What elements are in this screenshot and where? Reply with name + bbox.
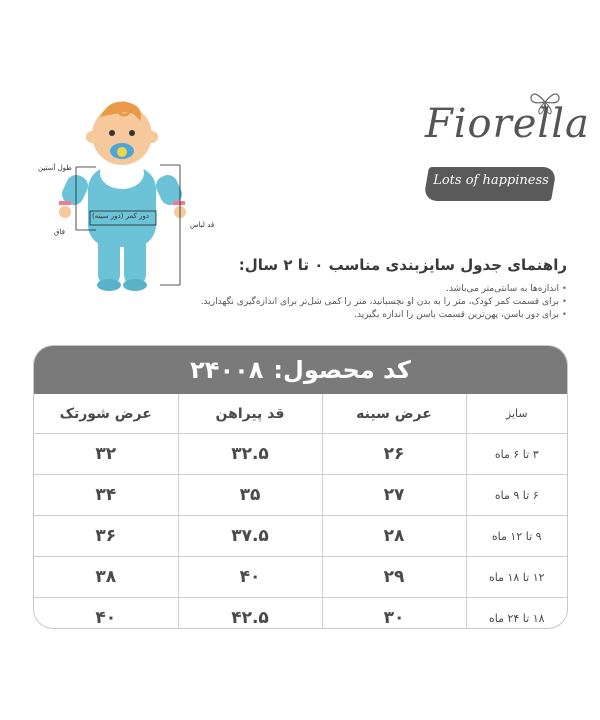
cell-shirt-length: ۳۵ — [178, 475, 322, 516]
cell-size: ۱۲ تا ۱۸ ماه — [466, 557, 567, 598]
note-item: • برای قسمت کمر کودک، متر را به بدن او نچسبانید، متر را کمی شل‌تر برای اندازه‌گیری نگهدارید. — [127, 296, 567, 309]
cell-shorts-width: ۴۰ — [95, 608, 117, 628]
brand-tagline: Lots of happiness — [433, 173, 549, 188]
size-guide-notes — [127, 283, 567, 322]
garment-length-label: قد لباس — [190, 221, 215, 229]
cell-chest-width: ۲۷ — [322, 475, 466, 516]
table-row — [34, 516, 567, 557]
note-item: • اندازه‌ها به سانتی‌متر می‌باشد. — [127, 283, 567, 296]
cell-size: ۶ تا ۹ ماه — [466, 475, 567, 516]
sleeve-length-label: طول آستین — [38, 164, 72, 172]
product-code-label: کد محصول: — [273, 356, 411, 384]
crotch-label: فاق — [54, 228, 65, 236]
cell-shorts-width: ۳۸ — [34, 557, 178, 598]
cell-chest-width: ۲۸ — [322, 516, 466, 557]
cell-chest-width: ۲۶ — [322, 434, 466, 475]
table-header-row — [34, 394, 567, 434]
note-item: • برای دور باسن، پهن‌ترین قسمت باسن را اندازه بگیرید. — [127, 309, 567, 322]
cell-shorts-width: ۳۴ — [34, 475, 178, 516]
cell-shirt-length: ۴۲.۵ — [178, 598, 322, 630]
baby-figure-icon — [40, 95, 200, 305]
size-guide-title: راهنمای جدول سایزبندی مناسب ۰ تا ۲ سال: — [238, 256, 567, 274]
baby-measurement-illustration — [38, 95, 215, 305]
waist-chest-label: دور کمر (دور سینه) — [92, 212, 149, 220]
header-size: سایز — [466, 394, 567, 434]
brand-logo — [410, 95, 590, 215]
cell-size: ۱۸ تا ۲۴ ماه — [466, 598, 567, 630]
product-code-value: ۲۴۰۰۸ — [190, 356, 264, 384]
table-row — [34, 557, 567, 598]
table-row — [34, 434, 567, 475]
header-shirt-length: قد پیراهن — [178, 394, 322, 434]
cell-shorts-width: ۳۲ — [34, 434, 178, 475]
cell-size: ۳ تا ۶ ماه — [466, 434, 567, 475]
cell-shirt-length: ۳۷.۵ — [178, 516, 322, 557]
cell-shirt-length: ۴۰ — [178, 557, 322, 598]
size-table — [34, 394, 567, 629]
cell-chest-width: ۲۹ — [322, 557, 466, 598]
table-row — [34, 475, 567, 516]
table-row — [34, 598, 567, 630]
cell-shorts-width: ۳۶ — [34, 516, 178, 557]
cell-chest-width: ۳۰ — [322, 598, 466, 630]
brand-name: Fiorella — [425, 101, 590, 147]
header-chest-width: عرض سینه — [322, 394, 466, 434]
size-table-card — [33, 345, 568, 629]
cell-shirt-length: ۳۲.۵ — [178, 434, 322, 475]
header-shorts-width: عرض شورتک — [34, 394, 178, 434]
cell-size: ۹ تا ۱۲ ماه — [466, 516, 567, 557]
product-code-banner — [34, 346, 567, 394]
